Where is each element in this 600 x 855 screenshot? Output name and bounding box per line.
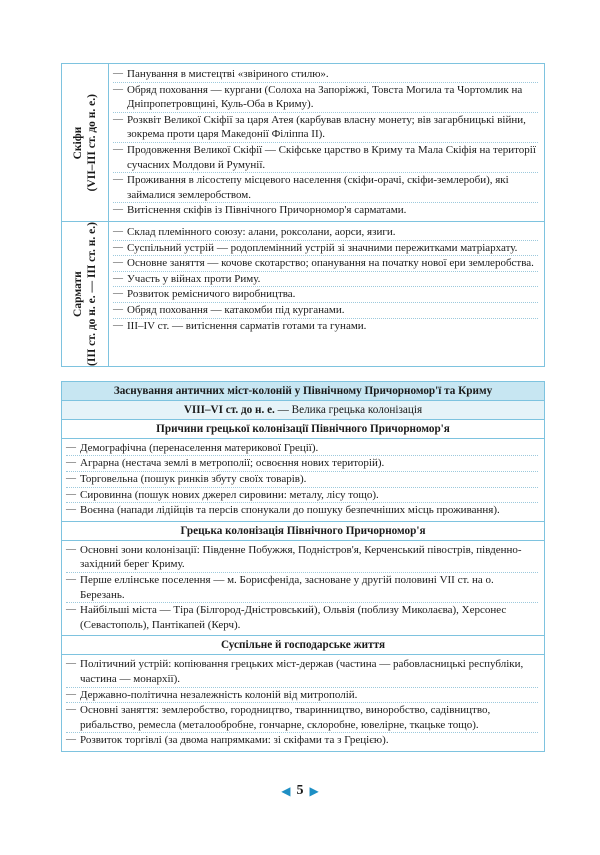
list-item: — Торговельна (пошук ринків збуту своїх товарів). [66, 472, 538, 488]
list-item: — Перше еллінське поселення — м. Борисфеніда, засноване у другій половині VII ст. на о. Березань. [66, 573, 538, 603]
sarmatians-row [62, 222, 544, 366]
greek-colonization-title: Грецька колонізація Північного Причорномор'я [62, 521, 544, 541]
page-footer [0, 783, 600, 799]
list-item: — Панування в мистецтві «звіриного стилю». [113, 67, 538, 83]
list-item: — Основне заняття — кочове скотарство; опанування на початку нової ери землеробства. [113, 256, 538, 272]
list-item: — Проживання в лісостепу місцевого населення (скіфи-орачі, скіфи-землероби), які займалися землеробством. [113, 173, 538, 203]
social-title: Суспільне й господарське життя [62, 635, 544, 655]
list-item: — Сировинна (пошук нових джерел сировини: металу, лісу тощо). [66, 488, 538, 504]
colonization-title: Заснування античних міст-колоній у Північному Причорномор'ї та Криму [62, 382, 544, 401]
list-item: — Найбільші міста — Тіра (Білгород-Дністровський), Ольвія (поблизу Миколаєва), Херсонес (Севастополь), Пантікапей (Керч). [66, 603, 538, 632]
page-number: 5 [296, 783, 304, 798]
reasons-list [66, 441, 538, 518]
peoples-table [61, 63, 545, 367]
list-item: — Витіснення скіфів із Північного Причорномор'я сарматами. [113, 203, 538, 218]
sarmatians-title: Сармати [72, 271, 84, 317]
list-item: — Розвиток торгівлі (за двома напрямками: зі скіфами та з Грецією). [66, 733, 538, 748]
scythians-label [71, 94, 99, 191]
social-section [62, 655, 544, 751]
list-item: — Державно-політична незалежність колоній від митрополій. [66, 688, 538, 704]
list-item: — Політичний устрій: копіювання грецьких міст-держав (частина — рабовласницькі республіки, частина — монархії). [66, 657, 538, 687]
list-item: — Воєнна (напади лідійців та персів спонукали до пошуку безпечніших місць проживання). [66, 503, 538, 518]
colonization-period [62, 401, 544, 420]
reasons-section [62, 439, 544, 521]
social-list [66, 657, 538, 748]
sarmatians-label [71, 222, 99, 366]
next-page-arrow-icon[interactable]: ▶ [309, 783, 319, 798]
sarmatians-list [113, 225, 538, 333]
colonization-period-bold: VIII–VI ст. до н. е. [183, 403, 275, 416]
sarmatians-label-cell [62, 222, 109, 366]
greek-list [66, 543, 538, 633]
sarmatians-period: (III ст. до н. е. — III ст. н. е.) [86, 221, 98, 366]
page [61, 63, 545, 752]
scythians-row [62, 64, 544, 222]
prev-page-arrow-icon[interactable]: ◀ [281, 783, 291, 798]
list-item: — Аграрна (нестача землі в метрополії; освоєння нових територій). [66, 456, 538, 472]
scythians-content [109, 64, 544, 221]
list-item: — Склад племінного союзу: алани, роксолани, аорси, язиги. [113, 225, 538, 241]
list-item: — Демографічна (перенаселення материкової Греції). [66, 441, 538, 457]
scythians-label-cell [62, 64, 109, 221]
list-item: — Основні заняття: землеробство, городництво, тваринництво, виноробство, садівництво, рибальство, ремесла (металообробне, гончарне, склоробне, ювелірне, ткацьке тощо). [66, 703, 538, 733]
scythians-title: Скіфи [72, 126, 84, 159]
colonization-table [61, 381, 545, 752]
list-item: — Обряд поховання — кургани (Солоха на Запоріжжі, Товста Могила та Чортомлик на Дніпропетровщині, Куль-Оба в Криму). [113, 83, 538, 113]
scythians-list [113, 67, 538, 218]
list-item: — Основні зони колонізації: Південне Побужжя, Подністров'я, Керченський півострів, південно-західний берег Криму. [66, 543, 538, 573]
scythians-period: (VII–III ст. до н. е.) [86, 93, 98, 192]
list-item: — Розвиток ремісничого виробництва. [113, 287, 538, 303]
list-item: — III–IV ст. — витіснення сарматів готами та гунами. [113, 319, 538, 334]
colonization-period-rest: — Велика грецька колонізація [274, 403, 423, 416]
list-item: — Суспільний устрій — родоплемінний устрій зі значними пережитками матріархату. [113, 241, 538, 257]
list-item: — Обряд поховання — катакомби під курганами. [113, 303, 538, 319]
sarmatians-content [109, 222, 544, 366]
reasons-title: Причини грецької колонізації Північного Причорномор'я [62, 420, 544, 439]
greek-section [62, 541, 544, 636]
list-item: — Розквіт Великої Скіфії за царя Атея (карбував власну монету; вів загарбницькі війни, зокрема проти царя Македонії Філіппа II). [113, 113, 538, 143]
list-item: — Продовження Великої Скіфії — Скіфське царство в Криму та Мала Скіфія на території сучасних Молдови й Румунії. [113, 143, 538, 173]
list-item: — Участь у війнах проти Риму. [113, 272, 538, 288]
